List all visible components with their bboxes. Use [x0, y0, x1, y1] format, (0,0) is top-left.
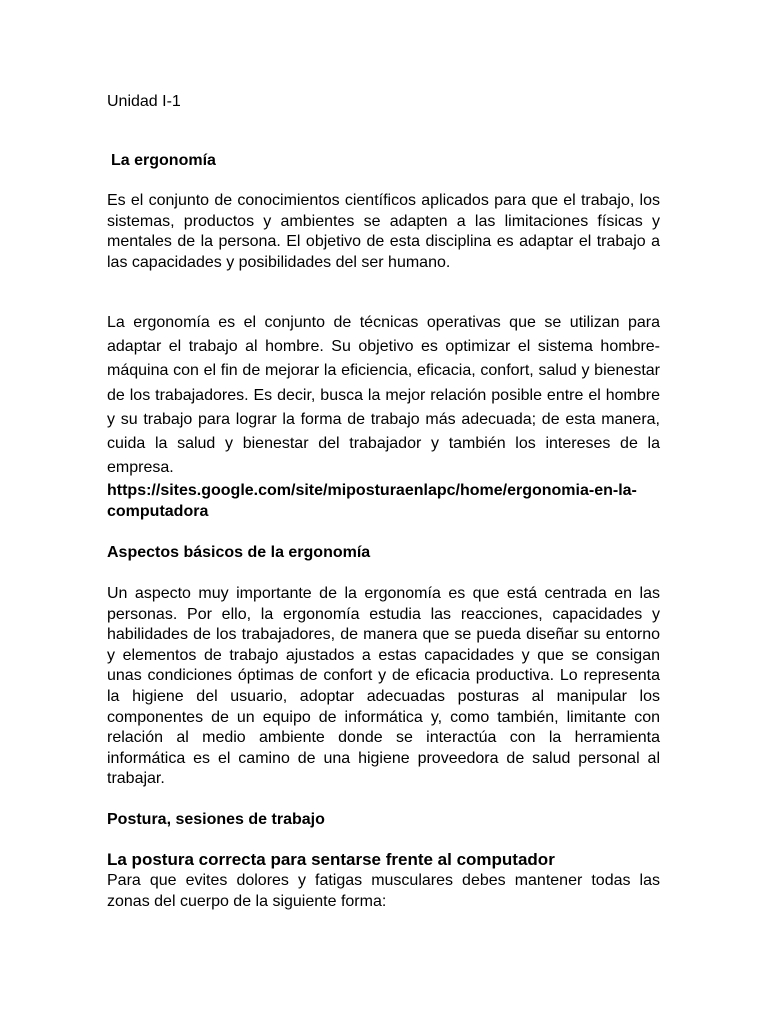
- paragraph-postura: Para que evites dolores y fatigas musculares debes mantener todas las zonas del cuerpo de la siguiente forma:: [107, 872, 660, 910]
- paragraph-definition: Es el conjunto de conocimientos científicos aplicados para que el trabajo, los sistemas, productos y ambientes se adapten a las limitaciones físicas y mentales de la persona. El objetivo de esta disciplina es adaptar el trabajo a las capacidades y posibilidades del ser humano.: [107, 192, 660, 271]
- source-link[interactable]: https://sites.google.com/site/miposturaenlapc/home/ergonomia-en-la-computadora: [107, 482, 637, 520]
- paragraph-aspectos: Un aspecto muy importante de la ergonomía es que está centrada en las personas. Por ello, la ergonomía estudia las reacciones, capacidades y habilidades de los trabajadores, de manera que se pueda diseñar su entorno y elementos de trabajo ajustados a estas capacidades y que se consigan unas condiciones óptimas de confort y de eficacia productiva. Lo representa la higiene del usuario, adoptar adecuadas posturas al manipular los componentes de un equipo de informática y, como también, limitante con relación al medio ambiente donde se interactúa con la herramienta informática es el camino de una higiene proveedora de salud personal al trabajar.: [107, 585, 660, 788]
- subheading-postura-correcta: La postura correcta para sentarse frente al computador: [107, 850, 555, 869]
- section-heading-postura: Postura, sesiones de trabajo: [107, 811, 325, 828]
- section-heading-aspectos: Aspectos básicos de la ergonomía: [107, 544, 371, 561]
- paragraph-techniques: La ergonomía es el conjunto de técnicas operativas que se utilizan para adaptar el trabajo al hombre. Su objetivo es optimizar el sistema hombre-máquina con el fin de mejorar la eficiencia, eficacia, confort, salud y bienestar de los trabajadores. Es decir, busca la mejor relación posible entre el hombre y su trabajo para lograr la forma de trabajo más adecuada; de esta manera, cuida la salud y bienestar del trabajador y también los intereses de la empresa.: [107, 314, 660, 477]
- section-heading-ergonomia: La ergonomía: [111, 152, 216, 169]
- unit-title: Unidad I-1: [107, 93, 181, 110]
